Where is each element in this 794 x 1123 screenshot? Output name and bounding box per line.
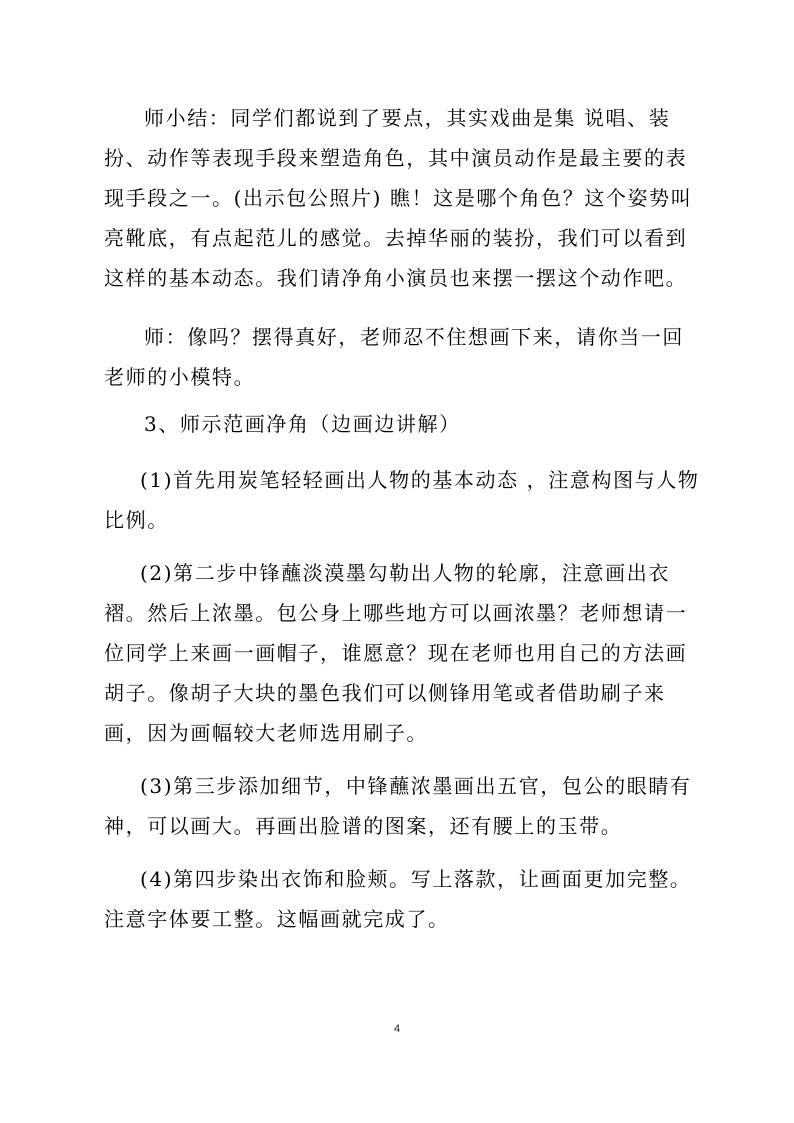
paragraph-step-4 [104, 859, 704, 939]
text-line: 师小结：同学们都说到了要点，其实戏曲是集 说唱、装 [144, 106, 671, 130]
text-line: 亮靴底，有点起范儿的感觉。去掉华丽的装扮，我们可以看到 [104, 226, 688, 250]
text-line: (1)首先用炭笔轻轻画出人物的基本动态 ，注意构图与人物 [140, 468, 700, 492]
text-line: 褶。然后上浓墨。包公身上哪些地方可以画浓墨？老师想请一 [104, 601, 688, 625]
paragraph-teacher-model [104, 317, 704, 397]
paragraph-step-3 [104, 766, 704, 846]
paragraph-step-1 [104, 460, 704, 540]
page-number: 4 [393, 1023, 401, 1035]
section-heading: 3、师示范画净角（边画边讲解） [144, 412, 461, 436]
section-heading-demo [104, 404, 704, 444]
text-line: 画，因为画幅较大老师选用刷子。 [104, 721, 428, 745]
text-line: 扮、动作等表现手段来塑造角色，其中演员动作是最主要的表 [104, 146, 688, 170]
text-line: (3)第三步添加细节，中锋蘸浓墨画出五官，包公的眼睛有 [140, 774, 692, 798]
text-line: 注意字体要工整。这幅画就完成了。 [104, 907, 450, 931]
text-line: 胡子。像胡子大块的墨色我们可以侧锋用笔或者借助刷子来 [104, 681, 666, 705]
text-line: 位同学上来画一画帽子，谁愿意？现在老师也用自己的方法画 [104, 641, 688, 665]
paragraph-teacher-summary [104, 98, 704, 298]
paragraph-step-2 [104, 553, 704, 753]
text-line: 现手段之一。(出示包公照片) 瞧！这是哪个角色？这个姿势叫 [104, 186, 693, 210]
text-line: 比例。 [104, 508, 169, 532]
text-line: 这样的基本动态。我们请净角小演员也来摆一摆这个动作吧。 [104, 266, 688, 290]
text-line: (4)第四步染出衣饰和脸颊。写上落款，让画面更加完整。 [140, 867, 692, 891]
text-line: 老师的小模特。 [104, 365, 256, 389]
text-line: (2)第二步中锋蘸淡漠墨勾勒出人物的轮廓，注意画出衣 [140, 561, 670, 585]
text-line: 神，可以画大。再画出脸谱的图案，还有腰上的玉带。 [104, 814, 623, 838]
text-line: 师：像吗？摆得真好，老师忍不住想画下来，请你当一回 [144, 325, 684, 349]
